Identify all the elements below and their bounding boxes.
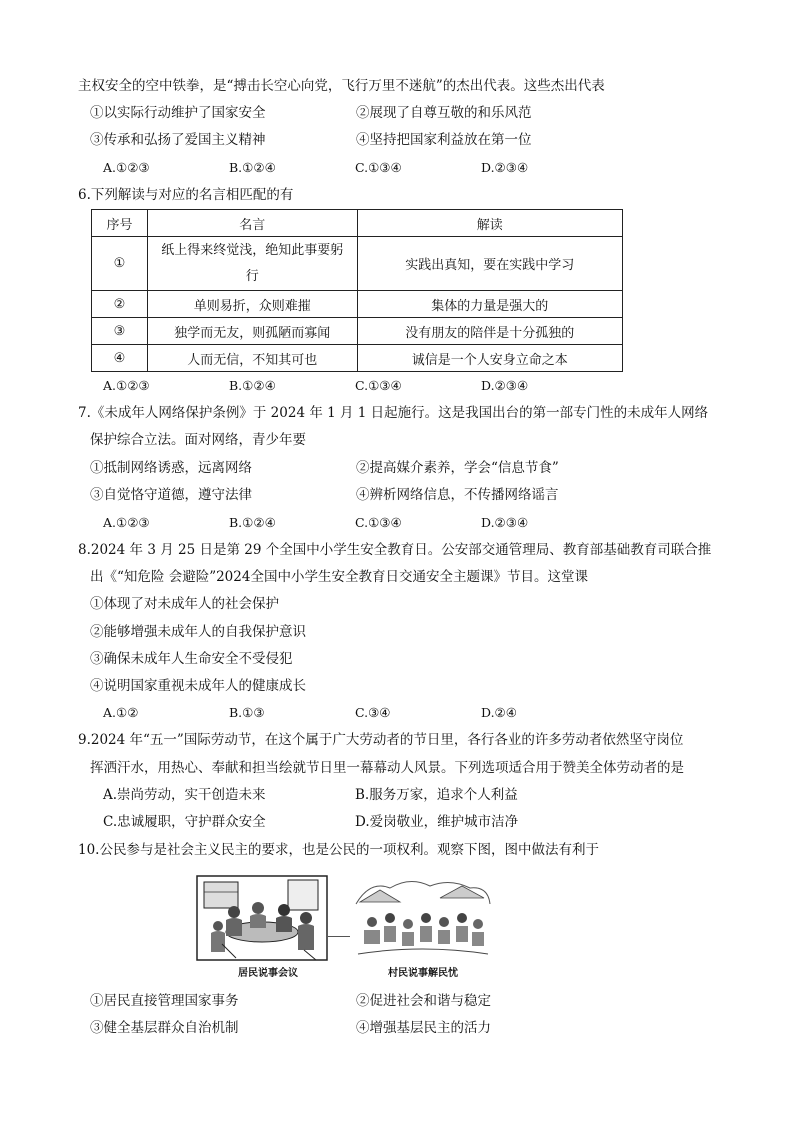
q8-option-c[interactable]: C.③④ xyxy=(355,705,391,720)
row-meaning: 没有朋友的陪伴是十分孤独的 xyxy=(357,318,622,345)
q8-statement-3: ③确保未成年人生命安全不受侵犯 xyxy=(90,651,293,667)
row-quote: 人而无信，不知其可也 xyxy=(147,345,357,372)
q10-statement-1: ①居民直接管理国家事务 xyxy=(90,993,239,1009)
q8-stem-line-2: 出《“知危险 会避险”2024全国中小学生安全教育日交通安全主题课》节目。这堂课 xyxy=(90,569,588,585)
caption-villagers-meeting: 村民说事解民忧 xyxy=(388,968,458,979)
row-no: ③ xyxy=(92,318,148,345)
table-row xyxy=(92,291,623,318)
q6-option-c[interactable]: C.①③④ xyxy=(355,378,402,393)
q5-stem-line: 主权安全的空中铁拳，是“搏击长空心向党，飞行万里不迷航”的杰出代表。这些杰出代表 xyxy=(78,78,605,94)
caption-residents-meeting: 居民说事会议 xyxy=(238,968,298,979)
q5-option-c[interactable]: C.①③④ xyxy=(355,160,402,175)
q7-option-d[interactable]: D.②③④ xyxy=(481,515,529,530)
row-no: ② xyxy=(92,291,148,318)
q7-statement-4: ④辨析网络信息，不传播网络谣言 xyxy=(356,487,559,503)
residents-meeting-illustration xyxy=(196,874,328,962)
q7-stem-line-2: 保护综合立法。面对网络，青少年要 xyxy=(90,432,306,448)
q5-option-a[interactable]: A.①②③ xyxy=(103,160,150,175)
row-quote: 单则易折，众则难摧 xyxy=(147,291,357,318)
meeting-sketch-icon xyxy=(196,874,328,962)
row-quote-line-1: 纸上得来终觉浅，绝知此事要躬 xyxy=(161,242,344,258)
q7-statement-2: ②提高媒介素养，学会“信息节食” xyxy=(356,460,559,476)
q7-statement-1: ①抵制网络诱惑，远离网络 xyxy=(90,460,252,476)
q6-option-a[interactable]: A.①②③ xyxy=(103,378,150,393)
q5-statement-1: ①以实际行动维护了国家安全 xyxy=(90,105,266,121)
table-row xyxy=(92,318,623,345)
header-no: 序号 xyxy=(92,210,148,237)
row-meaning: 集体的力量是强大的 xyxy=(357,291,622,318)
header-meaning: 解读 xyxy=(357,210,622,237)
q9-stem-line-1: 9.2024 年“五一”国际劳动节，在这个属于广大劳动者的节日里，各行各业的许多劳动者依然坚守岗位 xyxy=(78,732,684,748)
q7-stem-line-1: 7.《未成年人网络保护条例》于 2024 年 1 月 1 日起施行。这是我国出台的第一部专门性的未成年人网络 xyxy=(78,405,709,421)
q5-statement-2: ②展现了自尊互敬的和乐风范 xyxy=(356,105,532,121)
row-quote: 独学而无友，则孤陋而寡闻 xyxy=(147,318,357,345)
q7-option-b[interactable]: B.①②④ xyxy=(229,515,276,530)
row-meaning: 诚信是一个人安身立命之本 xyxy=(357,345,622,372)
q9-option-b[interactable]: B.服务万家，追求个人利益 xyxy=(355,787,518,803)
q9-option-c[interactable]: C.忠诚履职，守护群众安全 xyxy=(103,814,266,830)
q6-table xyxy=(91,209,623,372)
q9-option-a[interactable]: A.崇尚劳动，实干创造未来 xyxy=(103,787,266,803)
header-quote: 名言 xyxy=(147,210,357,237)
q6-stem: 6.下列解读与对应的名言相匹配的有 xyxy=(78,187,294,203)
row-quote-line-2: 行 xyxy=(245,268,259,284)
q7-option-c[interactable]: C.①③④ xyxy=(355,515,402,530)
q7-option-a[interactable]: A.①②③ xyxy=(103,515,150,530)
row-meaning: 实践出真知，要在实践中学习 xyxy=(357,237,622,291)
q7-statement-3: ③自觉恪守道德，遵守法律 xyxy=(90,487,252,503)
row-no: ① xyxy=(92,237,148,291)
q8-option-b[interactable]: B.①③ xyxy=(229,705,265,720)
q10-stem: 10.公民参与是社会主义民主的要求，也是公民的一项权利。观察下图，图中做法有利于 xyxy=(78,842,599,858)
q5-statement-4: ④坚持把国家利益放在第一位 xyxy=(356,132,532,148)
q9-option-d[interactable]: D.爱岗敬业，维护城市洁净 xyxy=(355,814,519,830)
q10-statement-2: ②促进社会和谐与稳定 xyxy=(356,993,491,1009)
row-quote xyxy=(147,237,357,291)
table-row xyxy=(92,345,623,372)
q8-statement-2: ②能够增强未成年人的自我保护意识 xyxy=(90,624,306,640)
q10-statement-3: ③健全基层群众自治机制 xyxy=(90,1020,239,1036)
q8-option-a[interactable]: A.①② xyxy=(103,705,139,720)
table-row xyxy=(92,237,623,291)
q5-option-b[interactable]: B.①②④ xyxy=(229,160,276,175)
q5-option-d[interactable]: D.②③④ xyxy=(481,160,529,175)
figure-divider xyxy=(328,936,350,937)
q8-option-d[interactable]: D.②④ xyxy=(481,705,517,720)
q8-statement-1: ①体现了对未成年人的社会保护 xyxy=(90,596,279,612)
village-sketch-icon xyxy=(350,874,494,962)
row-no: ④ xyxy=(92,345,148,372)
q10-statement-4: ④增强基层民主的活力 xyxy=(356,1020,491,1036)
q9-stem-line-2: 挥洒汗水，用热心、奉献和担当绘就节日里一幕幕动人风景。下列选项适合用于赞美全体劳动者的是 xyxy=(90,760,684,776)
q8-stem-line-1: 8.2024 年 3 月 25 日是第 29 个全国中小学生安全教育日。公安部交通管理局、教育部基础教育司联合推 xyxy=(78,542,712,558)
q5-statement-3: ③传承和弘扬了爱国主义精神 xyxy=(90,132,266,148)
villagers-meeting-illustration xyxy=(350,874,494,962)
q6-option-b[interactable]: B.①②④ xyxy=(229,378,276,393)
q6-option-d[interactable]: D.②③④ xyxy=(481,378,529,393)
table-header-row xyxy=(92,210,623,237)
q8-statement-4: ④说明国家重视未成年人的健康成长 xyxy=(90,678,306,694)
